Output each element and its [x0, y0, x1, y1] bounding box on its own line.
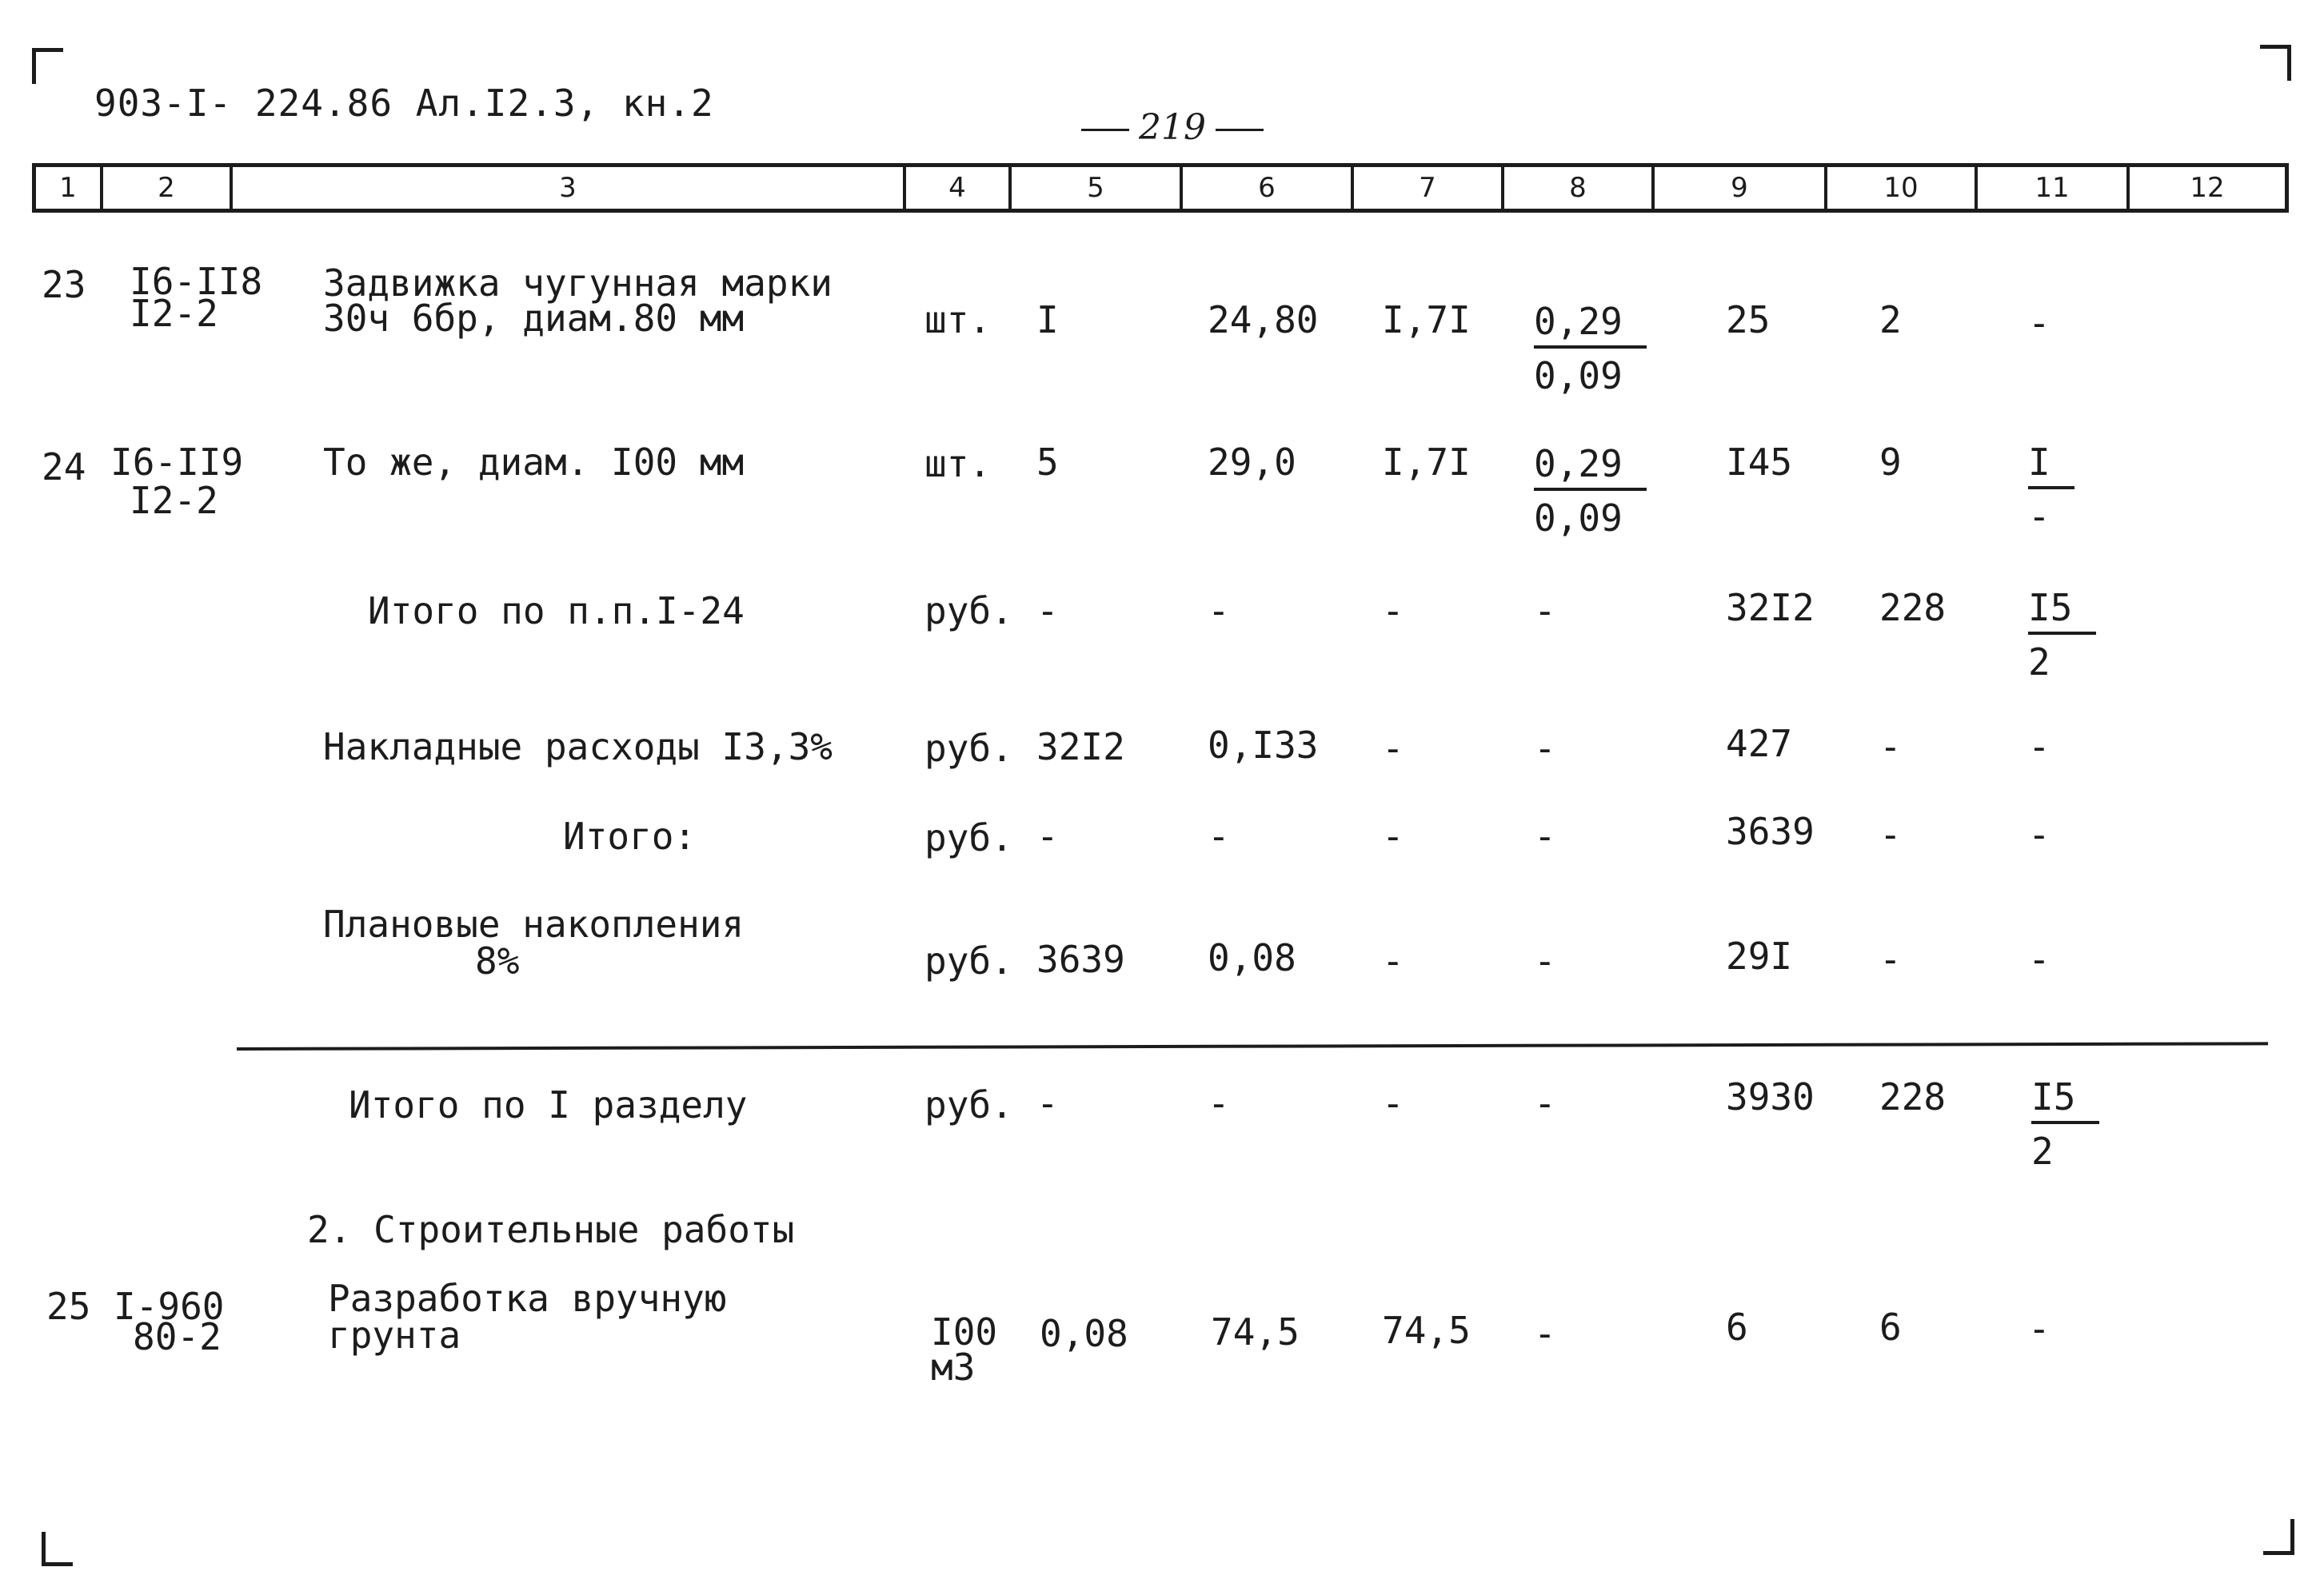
quantity-cell: -: [1036, 1082, 1059, 1125]
column-header-5: 5: [1012, 167, 1183, 209]
col9-cell: 29I: [1726, 935, 1793, 978]
norm-code: I-960: [114, 1285, 225, 1328]
col10-cell: 9: [1879, 441, 1902, 484]
col9-cell: 25: [1726, 298, 1771, 341]
item-description: Задвижка чугунная марки: [323, 261, 833, 305]
unit-cell: шт.: [924, 442, 992, 485]
quantity-cell: -: [1036, 815, 1059, 858]
document-code: 903-I- 224.86 Ал.I2.3, кн.2: [94, 82, 714, 125]
col8-fraction: [1534, 302, 1647, 395]
price-cell: 74,5: [1211, 1310, 1300, 1354]
col8-cell: -: [1534, 727, 1556, 770]
col10-cell: 6: [1879, 1306, 1902, 1349]
quantity-cell: -: [1036, 589, 1059, 632]
col11-denominator: 2: [2031, 1130, 2054, 1173]
col10-cell: 228: [1879, 586, 1947, 629]
column-header-11: 11: [1978, 167, 2130, 209]
quantity-cell: I: [1036, 298, 1059, 341]
corner-mark-top-right: [2260, 45, 2291, 81]
column-header-6: 6: [1183, 167, 1354, 209]
norm-code-sub: 80-2: [133, 1315, 222, 1358]
item-description: Итого:: [563, 815, 697, 858]
col11-cell: -: [2028, 301, 2050, 345]
norm-code-sub: I2-2: [130, 479, 218, 522]
wage-cell: I,7I: [1382, 298, 1471, 341]
col11-fraction: [2028, 586, 2096, 684]
price-cell: -: [1208, 1082, 1230, 1125]
wage-cell: -: [1382, 727, 1404, 770]
col10-cell: -: [1879, 725, 1902, 768]
col11-cell: -: [2028, 813, 2050, 856]
column-header-9: 9: [1655, 167, 1827, 209]
corner-mark-bottom-right: [2263, 1519, 2294, 1555]
quantity-cell: 32I2: [1036, 725, 1125, 768]
unit-cell: руб.: [924, 1083, 1013, 1126]
price-cell: 0,I33: [1208, 724, 1319, 767]
col11-numerator: I: [2028, 443, 2074, 489]
col9-cell: 6: [1726, 1306, 1748, 1349]
col11-denominator: 2: [2028, 640, 2050, 684]
wage-cell: -: [1382, 815, 1404, 858]
price-cell: -: [1208, 815, 1230, 858]
col10-cell: -: [1879, 938, 1902, 981]
quantity-cell: 5: [1036, 441, 1059, 484]
col10-cell: 228: [1879, 1075, 1947, 1118]
col8-cell: -: [1534, 1312, 1556, 1355]
col11-cell: -: [2028, 938, 2050, 981]
item-description: Итого по I разделу: [349, 1083, 748, 1126]
col9-cell: 427: [1726, 722, 1793, 765]
item-description: Итого по п.п.I-24: [368, 589, 745, 632]
col8-fraction: [1534, 442, 1647, 540]
col8-numerator: 0,29: [1534, 445, 1647, 491]
unit-cell: руб.: [924, 816, 1013, 859]
wage-cell: -: [1382, 939, 1404, 983]
price-cell: 24,80: [1208, 298, 1319, 341]
price-cell: -: [1208, 589, 1230, 632]
norm-code-sub: I2-2: [130, 292, 218, 335]
col10-cell: -: [1879, 813, 1902, 856]
col8-cell: -: [1534, 939, 1556, 983]
col11-fraction: [2028, 443, 2074, 536]
row-number: 25: [46, 1285, 91, 1328]
column-header-4: 4: [906, 167, 1012, 209]
col11-denominator: -: [2028, 495, 2050, 538]
norm-code: I6-II9: [110, 441, 244, 484]
col9-cell: 3930: [1726, 1075, 1815, 1118]
col8-denominator: 0,09: [1534, 354, 1623, 397]
section-title: 2. Строительные работы: [307, 1208, 795, 1251]
row-number: 24: [42, 445, 86, 488]
col9-cell: 32I2: [1726, 586, 1815, 629]
column-header-7: 7: [1354, 167, 1504, 209]
wage-cell: 74,5: [1382, 1309, 1471, 1352]
unit-cell: руб.: [924, 727, 1013, 770]
section-divider-line: [237, 1042, 2268, 1051]
item-description: Разработка вручную: [328, 1277, 727, 1320]
item-description: Накладные расходы I3,3%: [323, 725, 833, 768]
col11-cell: -: [2028, 1307, 2050, 1350]
column-header-10: 10: [1827, 167, 1978, 209]
column-header-2: 2: [103, 167, 233, 209]
col8-cell: -: [1534, 815, 1556, 858]
unit-cell: руб.: [924, 939, 1013, 983]
price-cell: 0,08: [1208, 936, 1296, 979]
col9-cell: 3639: [1726, 810, 1815, 853]
wage-cell: I,7I: [1382, 441, 1471, 484]
row-number: 23: [42, 263, 86, 306]
col8-cell: -: [1534, 1082, 1556, 1125]
wage-cell: -: [1382, 1082, 1404, 1125]
item-description: Плановые накопления: [323, 903, 745, 946]
item-description: То же, диам. I00 мм: [323, 441, 745, 484]
col11-cell: -: [2028, 725, 2050, 768]
unit-cell: шт.: [924, 298, 992, 341]
item-description-line2: 30ч 6бр, диам.80 мм: [323, 297, 745, 340]
item-description-line2: 8%: [475, 939, 520, 983]
page-number: 219: [1072, 107, 1273, 148]
column-header-1: 1: [36, 167, 103, 209]
unit-cell-line2: м3: [931, 1346, 976, 1389]
wage-cell: -: [1382, 589, 1404, 632]
unit-cell: I00: [931, 1310, 998, 1354]
quantity-cell: 3639: [1036, 938, 1125, 981]
corner-mark-bottom-left: [42, 1532, 73, 1566]
col11-numerator: I5: [2031, 1078, 2099, 1124]
col8-cell: -: [1534, 589, 1556, 632]
column-header-8: 8: [1504, 167, 1655, 209]
norm-code: I6-II8: [130, 260, 263, 303]
unit-cell: руб.: [924, 589, 1013, 632]
quantity-cell: 0,08: [1040, 1312, 1128, 1355]
col10-cell: 2: [1879, 298, 1902, 341]
col8-numerator: 0,29: [1534, 302, 1647, 349]
col11-numerator: I5: [2028, 588, 2096, 635]
column-header-3: 3: [233, 167, 906, 209]
price-cell: 29,0: [1208, 441, 1296, 484]
column-number-header: [32, 163, 2289, 213]
corner-mark-top-left: [32, 48, 63, 84]
col8-denominator: 0,09: [1534, 496, 1623, 540]
item-description-line2: грунта: [328, 1314, 461, 1357]
col11-fraction: [2031, 1075, 2099, 1173]
col9-cell: I45: [1726, 441, 1793, 484]
column-header-12: 12: [2190, 172, 2225, 204]
